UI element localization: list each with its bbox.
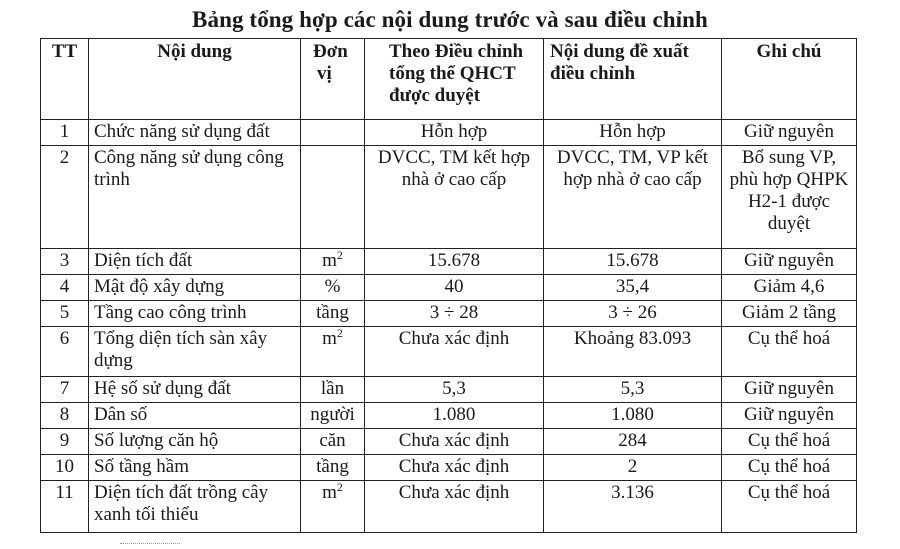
header-note: Ghi chú	[722, 39, 857, 120]
table-row	[41, 429, 857, 455]
table-row	[41, 377, 857, 403]
cell-content: Chức năng sử dụng đất	[89, 120, 301, 146]
cell-content: Tầng cao công trình	[89, 301, 301, 327]
unit-superscript: 2	[336, 480, 343, 494]
cell-approved: DVCC, TM kết hợp nhà ở cao cấp	[365, 146, 544, 249]
page-edge-mark	[120, 543, 180, 548]
cell-note: Giảm 2 tầng	[722, 301, 857, 327]
table-row	[41, 455, 857, 481]
cell-note: Giữ nguyên	[722, 249, 857, 275]
cell-approved: Chưa xác định	[365, 327, 544, 377]
cell-tt: 5	[41, 301, 89, 327]
header-unit-line1: Đơn	[313, 41, 348, 62]
cell-proposed: 35,4	[544, 275, 722, 301]
cell-proposed: Khoảng 83.093	[544, 327, 722, 377]
table-row	[41, 301, 857, 327]
header-approved-line1: Theo Điều chỉnh	[389, 41, 524, 62]
cell-tt: 6	[41, 327, 89, 377]
table-row	[41, 146, 857, 249]
table-row	[41, 275, 857, 301]
cell-tt: 11	[41, 481, 89, 533]
cell-unit	[301, 249, 365, 275]
table-title: Bảng tổng hợp các nội dung trước và sau điều chỉnh	[192, 7, 708, 32]
header-unit-line2: vị	[317, 63, 332, 84]
cell-note: Bổ sung VP, phù hợp QHPK H2-1 được duyệt	[722, 146, 857, 249]
cell-approved: 3 ÷ 28	[365, 301, 544, 327]
unit-superscript: 2	[336, 248, 343, 262]
cell-tt: 1	[41, 120, 89, 146]
cell-approved: 5,3	[365, 377, 544, 403]
cell-approved: Hỗn hợp	[365, 120, 544, 146]
cell-approved: 1.080	[365, 403, 544, 429]
cell-approved: 40	[365, 275, 544, 301]
cell-content: Tổng diện tích sàn xây dựng	[89, 327, 301, 377]
cell-approved: Chưa xác định	[365, 429, 544, 455]
unit-text: m	[322, 482, 337, 503]
cell-content: Hệ số sử dụng đất	[89, 377, 301, 403]
cell-tt: 9	[41, 429, 89, 455]
cell-tt: 4	[41, 275, 89, 301]
table-row	[41, 249, 857, 275]
cell-content: Diện tích đất trồng cây xanh tối thiểu	[89, 481, 301, 533]
cell-proposed: 3.136	[544, 481, 722, 533]
cell-note: Giữ nguyên	[722, 403, 857, 429]
cell-proposed: 15.678	[544, 249, 722, 275]
header-row	[41, 39, 857, 120]
cell-tt: 2	[41, 146, 89, 249]
header-proposed-line1: Nội dung đề xuất	[550, 41, 689, 62]
unit-superscript: 2	[336, 326, 343, 340]
cell-note: Cụ thể hoá	[722, 327, 857, 377]
header-proposed	[544, 39, 722, 120]
unit-text: m	[322, 328, 337, 349]
header-proposed-line2: điều chỉnh	[550, 63, 636, 84]
cell-approved: Chưa xác định	[365, 481, 544, 533]
cell-note: Cụ thể hoá	[722, 455, 857, 481]
header-approved	[365, 39, 544, 120]
cell-unit: %	[301, 275, 365, 301]
header-approved-line2: tổng thể QHCT	[389, 63, 516, 84]
cell-proposed: 1.080	[544, 403, 722, 429]
cell-tt: 7	[41, 377, 89, 403]
cell-note: Giảm 4,6	[722, 275, 857, 301]
cell-content: Dân số	[89, 403, 301, 429]
header-tt: TT	[41, 39, 89, 120]
header-approved-line3: được duyệt	[389, 85, 481, 106]
cell-unit	[301, 327, 365, 377]
cell-note: Cụ thể hoá	[722, 429, 857, 455]
cell-content: Diện tích đất	[89, 249, 301, 275]
header-unit	[301, 39, 365, 120]
cell-unit	[301, 481, 365, 533]
cell-unit: tầng	[301, 301, 365, 327]
cell-note: Cụ thể hoá	[722, 481, 857, 533]
cell-content: Số tầng hầm	[89, 455, 301, 481]
cell-proposed: 3 ÷ 26	[544, 301, 722, 327]
cell-content: Công năng sử dụng công trình	[89, 146, 301, 249]
cell-proposed: 5,3	[544, 377, 722, 403]
table-row	[41, 120, 857, 146]
cell-unit: căn	[301, 429, 365, 455]
table-row	[41, 481, 857, 533]
cell-proposed: 2	[544, 455, 722, 481]
cell-unit: lần	[301, 377, 365, 403]
comparison-table	[40, 38, 857, 533]
cell-approved: 15.678	[365, 249, 544, 275]
cell-unit: tầng	[301, 455, 365, 481]
cell-note: Giữ nguyên	[722, 377, 857, 403]
cell-proposed: 284	[544, 429, 722, 455]
table-row	[41, 327, 857, 377]
header-content: Nội dung	[89, 39, 301, 120]
table-row	[41, 403, 857, 429]
cell-tt: 10	[41, 455, 89, 481]
cell-unit	[301, 146, 365, 249]
cell-proposed: DVCC, TM, VP kết hợp nhà ở cao cấp	[544, 146, 722, 249]
unit-text: m	[322, 250, 337, 271]
cell-unit: người	[301, 403, 365, 429]
cell-unit	[301, 120, 365, 146]
cell-note: Giữ nguyên	[722, 120, 857, 146]
cell-proposed: Hỗn hợp	[544, 120, 722, 146]
cell-tt: 3	[41, 249, 89, 275]
cell-content: Số lượng căn hộ	[89, 429, 301, 455]
cell-tt: 8	[41, 403, 89, 429]
cell-content: Mật độ xây dựng	[89, 275, 301, 301]
cell-approved: Chưa xác định	[365, 455, 544, 481]
